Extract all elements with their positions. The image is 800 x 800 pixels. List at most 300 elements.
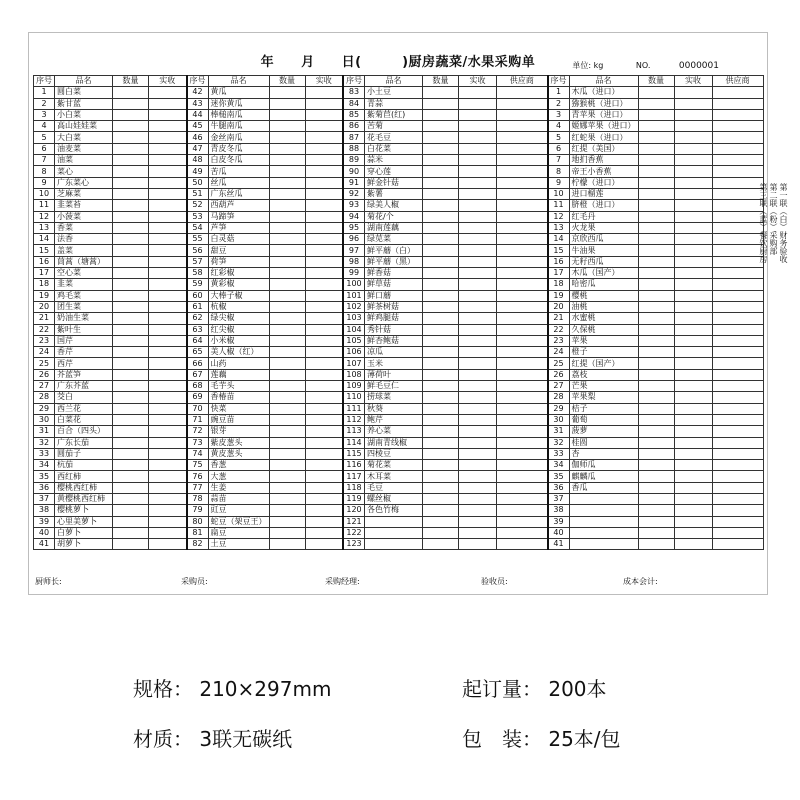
supplier-cell[interactable] [712,177,763,188]
received-cell[interactable] [149,403,187,414]
received-cell[interactable] [674,109,712,120]
received-cell[interactable] [459,369,497,380]
qty-cell[interactable] [269,516,305,527]
qty-cell[interactable] [269,437,305,448]
received-cell[interactable] [459,200,497,211]
qty-cell[interactable] [269,313,305,324]
qty-cell[interactable] [638,347,674,358]
qty-cell[interactable] [638,200,674,211]
qty-cell[interactable] [113,279,149,290]
qty-cell[interactable] [638,527,674,538]
received-cell[interactable] [149,335,187,346]
supplier-cell[interactable] [497,222,548,233]
qty-cell[interactable] [113,493,149,504]
supplier-cell[interactable] [712,471,763,482]
qty-cell[interactable] [638,234,674,245]
received-cell[interactable] [459,109,497,120]
qty-cell[interactable] [269,460,305,471]
supplier-cell[interactable] [497,166,548,177]
received-cell[interactable] [674,403,712,414]
supplier-cell[interactable] [712,426,763,437]
qty-cell[interactable] [423,347,459,358]
supplier-cell[interactable] [712,437,763,448]
received-cell[interactable] [305,493,343,504]
received-cell[interactable] [149,268,187,279]
received-cell[interactable] [305,527,343,538]
qty-cell[interactable] [423,211,459,222]
supplier-cell[interactable] [712,222,763,233]
qty-cell[interactable] [269,87,305,98]
received-cell[interactable] [674,256,712,267]
qty-cell[interactable] [113,392,149,403]
qty-cell[interactable] [269,482,305,493]
received-cell[interactable] [149,426,187,437]
qty-cell[interactable] [423,437,459,448]
received-cell[interactable] [149,132,187,143]
qty-cell[interactable] [269,426,305,437]
received-cell[interactable] [674,505,712,516]
received-cell[interactable] [459,222,497,233]
qty-cell[interactable] [423,335,459,346]
qty-cell[interactable] [423,539,459,550]
received-cell[interactable] [674,245,712,256]
received-cell[interactable] [459,403,497,414]
qty-cell[interactable] [269,527,305,538]
qty-cell[interactable] [638,98,674,109]
received-cell[interactable] [459,381,497,392]
supplier-cell[interactable] [712,493,763,504]
qty-cell[interactable] [113,143,149,154]
supplier-cell[interactable] [497,335,548,346]
qty-cell[interactable] [269,279,305,290]
received-cell[interactable] [674,482,712,493]
qty-cell[interactable] [423,155,459,166]
supplier-cell[interactable] [712,414,763,425]
qty-cell[interactable] [113,527,149,538]
supplier-cell[interactable] [497,268,548,279]
received-cell[interactable] [459,324,497,335]
supplier-cell[interactable] [712,132,763,143]
qty-cell[interactable] [638,121,674,132]
received-cell[interactable] [459,188,497,199]
supplier-cell[interactable] [497,539,548,550]
received-cell[interactable] [459,177,497,188]
received-cell[interactable] [674,448,712,459]
qty-cell[interactable] [269,369,305,380]
supplier-cell[interactable] [712,98,763,109]
received-cell[interactable] [149,279,187,290]
supplier-cell[interactable] [497,493,548,504]
received-cell[interactable] [674,200,712,211]
qty-cell[interactable] [269,335,305,346]
supplier-cell[interactable] [712,505,763,516]
supplier-cell[interactable] [712,381,763,392]
qty-cell[interactable] [638,132,674,143]
qty-cell[interactable] [113,369,149,380]
supplier-cell[interactable] [497,132,548,143]
qty-cell[interactable] [423,268,459,279]
received-cell[interactable] [305,279,343,290]
supplier-cell[interactable] [712,234,763,245]
received-cell[interactable] [149,369,187,380]
supplier-cell[interactable] [712,335,763,346]
received-cell[interactable] [459,448,497,459]
qty-cell[interactable] [638,222,674,233]
supplier-cell[interactable] [497,448,548,459]
supplier-cell[interactable] [497,392,548,403]
qty-cell[interactable] [113,414,149,425]
supplier-cell[interactable] [497,527,548,538]
qty-cell[interactable] [269,403,305,414]
received-cell[interactable] [149,527,187,538]
received-cell[interactable] [305,460,343,471]
supplier-cell[interactable] [497,245,548,256]
received-cell[interactable] [674,222,712,233]
received-cell[interactable] [305,268,343,279]
supplier-cell[interactable] [712,188,763,199]
qty-cell[interactable] [423,188,459,199]
qty-cell[interactable] [423,381,459,392]
supplier-cell[interactable] [712,539,763,550]
received-cell[interactable] [149,539,187,550]
qty-cell[interactable] [113,87,149,98]
qty-cell[interactable] [423,358,459,369]
qty-cell[interactable] [423,471,459,482]
qty-cell[interactable] [113,437,149,448]
supplier-cell[interactable] [497,256,548,267]
qty-cell[interactable] [269,256,305,267]
qty-cell[interactable] [423,493,459,504]
received-cell[interactable] [674,301,712,312]
supplier-cell[interactable] [497,369,548,380]
received-cell[interactable] [674,313,712,324]
received-cell[interactable] [305,188,343,199]
received-cell[interactable] [149,109,187,120]
supplier-cell[interactable] [497,313,548,324]
received-cell[interactable] [305,132,343,143]
qty-cell[interactable] [638,426,674,437]
received-cell[interactable] [459,98,497,109]
qty-cell[interactable] [113,471,149,482]
qty-cell[interactable] [113,155,149,166]
received-cell[interactable] [149,256,187,267]
qty-cell[interactable] [113,177,149,188]
received-cell[interactable] [149,392,187,403]
received-cell[interactable] [305,437,343,448]
received-cell[interactable] [149,347,187,358]
supplier-cell[interactable] [712,166,763,177]
received-cell[interactable] [674,155,712,166]
qty-cell[interactable] [638,539,674,550]
received-cell[interactable] [305,200,343,211]
supplier-cell[interactable] [712,448,763,459]
received-cell[interactable] [459,245,497,256]
received-cell[interactable] [674,234,712,245]
received-cell[interactable] [305,166,343,177]
qty-cell[interactable] [423,324,459,335]
qty-cell[interactable] [638,392,674,403]
qty-cell[interactable] [269,98,305,109]
received-cell[interactable] [674,493,712,504]
qty-cell[interactable] [638,414,674,425]
qty-cell[interactable] [423,279,459,290]
received-cell[interactable] [305,234,343,245]
qty-cell[interactable] [638,448,674,459]
qty-cell[interactable] [269,222,305,233]
received-cell[interactable] [149,245,187,256]
received-cell[interactable] [149,211,187,222]
qty-cell[interactable] [269,188,305,199]
received-cell[interactable] [149,200,187,211]
received-cell[interactable] [459,516,497,527]
received-cell[interactable] [149,166,187,177]
qty-cell[interactable] [113,166,149,177]
supplier-cell[interactable] [712,392,763,403]
qty-cell[interactable] [638,369,674,380]
qty-cell[interactable] [113,403,149,414]
received-cell[interactable] [674,279,712,290]
received-cell[interactable] [149,437,187,448]
qty-cell[interactable] [423,403,459,414]
received-cell[interactable] [459,143,497,154]
received-cell[interactable] [674,437,712,448]
received-cell[interactable] [149,448,187,459]
qty-cell[interactable] [113,347,149,358]
qty-cell[interactable] [638,87,674,98]
received-cell[interactable] [459,460,497,471]
supplier-cell[interactable] [712,301,763,312]
received-cell[interactable] [149,324,187,335]
supplier-cell[interactable] [497,482,548,493]
received-cell[interactable] [674,335,712,346]
qty-cell[interactable] [423,301,459,312]
supplier-cell[interactable] [712,109,763,120]
qty-cell[interactable] [269,155,305,166]
qty-cell[interactable] [269,347,305,358]
received-cell[interactable] [149,414,187,425]
received-cell[interactable] [459,87,497,98]
qty-cell[interactable] [113,448,149,459]
received-cell[interactable] [305,369,343,380]
qty-cell[interactable] [423,121,459,132]
supplier-cell[interactable] [497,471,548,482]
supplier-cell[interactable] [497,460,548,471]
supplier-cell[interactable] [712,527,763,538]
qty-cell[interactable] [269,358,305,369]
qty-cell[interactable] [113,245,149,256]
qty-cell[interactable] [113,290,149,301]
qty-cell[interactable] [269,324,305,335]
qty-cell[interactable] [113,132,149,143]
qty-cell[interactable] [638,460,674,471]
received-cell[interactable] [149,155,187,166]
qty-cell[interactable] [423,369,459,380]
received-cell[interactable] [305,290,343,301]
received-cell[interactable] [674,98,712,109]
qty-cell[interactable] [269,268,305,279]
received-cell[interactable] [149,290,187,301]
qty-cell[interactable] [638,166,674,177]
received-cell[interactable] [674,132,712,143]
received-cell[interactable] [305,155,343,166]
qty-cell[interactable] [638,268,674,279]
supplier-cell[interactable] [497,155,548,166]
received-cell[interactable] [305,324,343,335]
supplier-cell[interactable] [712,460,763,471]
supplier-cell[interactable] [497,188,548,199]
received-cell[interactable] [459,482,497,493]
qty-cell[interactable] [269,448,305,459]
received-cell[interactable] [459,505,497,516]
received-cell[interactable] [459,313,497,324]
qty-cell[interactable] [269,539,305,550]
qty-cell[interactable] [638,403,674,414]
supplier-cell[interactable] [497,426,548,437]
received-cell[interactable] [459,290,497,301]
qty-cell[interactable] [638,211,674,222]
qty-cell[interactable] [269,132,305,143]
received-cell[interactable] [674,369,712,380]
qty-cell[interactable] [638,279,674,290]
received-cell[interactable] [305,177,343,188]
received-cell[interactable] [674,414,712,425]
supplier-cell[interactable] [497,301,548,312]
qty-cell[interactable] [113,460,149,471]
received-cell[interactable] [459,256,497,267]
supplier-cell[interactable] [712,482,763,493]
qty-cell[interactable] [638,290,674,301]
supplier-cell[interactable] [712,268,763,279]
received-cell[interactable] [459,527,497,538]
qty-cell[interactable] [423,245,459,256]
qty-cell[interactable] [638,155,674,166]
qty-cell[interactable] [113,109,149,120]
received-cell[interactable] [674,87,712,98]
received-cell[interactable] [459,268,497,279]
received-cell[interactable] [459,392,497,403]
qty-cell[interactable] [423,222,459,233]
qty-cell[interactable] [269,200,305,211]
qty-cell[interactable] [638,188,674,199]
received-cell[interactable] [305,245,343,256]
qty-cell[interactable] [638,256,674,267]
qty-cell[interactable] [269,301,305,312]
qty-cell[interactable] [638,143,674,154]
received-cell[interactable] [674,358,712,369]
qty-cell[interactable] [423,516,459,527]
qty-cell[interactable] [113,505,149,516]
received-cell[interactable] [305,98,343,109]
qty-cell[interactable] [113,222,149,233]
qty-cell[interactable] [269,493,305,504]
received-cell[interactable] [459,132,497,143]
received-cell[interactable] [149,313,187,324]
qty-cell[interactable] [423,482,459,493]
supplier-cell[interactable] [712,358,763,369]
received-cell[interactable] [305,87,343,98]
received-cell[interactable] [305,539,343,550]
supplier-cell[interactable] [497,505,548,516]
qty-cell[interactable] [423,132,459,143]
qty-cell[interactable] [423,234,459,245]
supplier-cell[interactable] [497,234,548,245]
supplier-cell[interactable] [712,290,763,301]
qty-cell[interactable] [113,256,149,267]
received-cell[interactable] [459,234,497,245]
received-cell[interactable] [674,471,712,482]
received-cell[interactable] [674,324,712,335]
received-cell[interactable] [305,403,343,414]
qty-cell[interactable] [423,98,459,109]
received-cell[interactable] [149,87,187,98]
received-cell[interactable] [149,121,187,132]
supplier-cell[interactable] [497,211,548,222]
supplier-cell[interactable] [712,121,763,132]
supplier-cell[interactable] [712,155,763,166]
supplier-cell[interactable] [712,245,763,256]
supplier-cell[interactable] [712,87,763,98]
received-cell[interactable] [674,121,712,132]
received-cell[interactable] [305,414,343,425]
qty-cell[interactable] [113,516,149,527]
received-cell[interactable] [674,347,712,358]
qty-cell[interactable] [113,98,149,109]
qty-cell[interactable] [638,335,674,346]
received-cell[interactable] [149,177,187,188]
qty-cell[interactable] [113,539,149,550]
received-cell[interactable] [149,505,187,516]
qty-cell[interactable] [269,177,305,188]
received-cell[interactable] [305,109,343,120]
qty-cell[interactable] [638,471,674,482]
received-cell[interactable] [149,301,187,312]
received-cell[interactable] [674,268,712,279]
qty-cell[interactable] [423,460,459,471]
received-cell[interactable] [305,143,343,154]
qty-cell[interactable] [423,392,459,403]
supplier-cell[interactable] [497,200,548,211]
qty-cell[interactable] [269,392,305,403]
supplier-cell[interactable] [712,256,763,267]
qty-cell[interactable] [113,121,149,132]
received-cell[interactable] [149,460,187,471]
supplier-cell[interactable] [497,381,548,392]
qty-cell[interactable] [423,414,459,425]
supplier-cell[interactable] [497,516,548,527]
received-cell[interactable] [459,155,497,166]
supplier-cell[interactable] [712,516,763,527]
qty-cell[interactable] [423,166,459,177]
qty-cell[interactable] [113,335,149,346]
received-cell[interactable] [149,516,187,527]
qty-cell[interactable] [423,109,459,120]
qty-cell[interactable] [269,166,305,177]
received-cell[interactable] [305,516,343,527]
received-cell[interactable] [305,121,343,132]
received-cell[interactable] [149,98,187,109]
supplier-cell[interactable] [497,279,548,290]
qty-cell[interactable] [638,324,674,335]
received-cell[interactable] [459,493,497,504]
received-cell[interactable] [305,222,343,233]
received-cell[interactable] [149,358,187,369]
qty-cell[interactable] [113,358,149,369]
supplier-cell[interactable] [497,403,548,414]
received-cell[interactable] [459,279,497,290]
qty-cell[interactable] [638,437,674,448]
received-cell[interactable] [305,392,343,403]
qty-cell[interactable] [423,290,459,301]
